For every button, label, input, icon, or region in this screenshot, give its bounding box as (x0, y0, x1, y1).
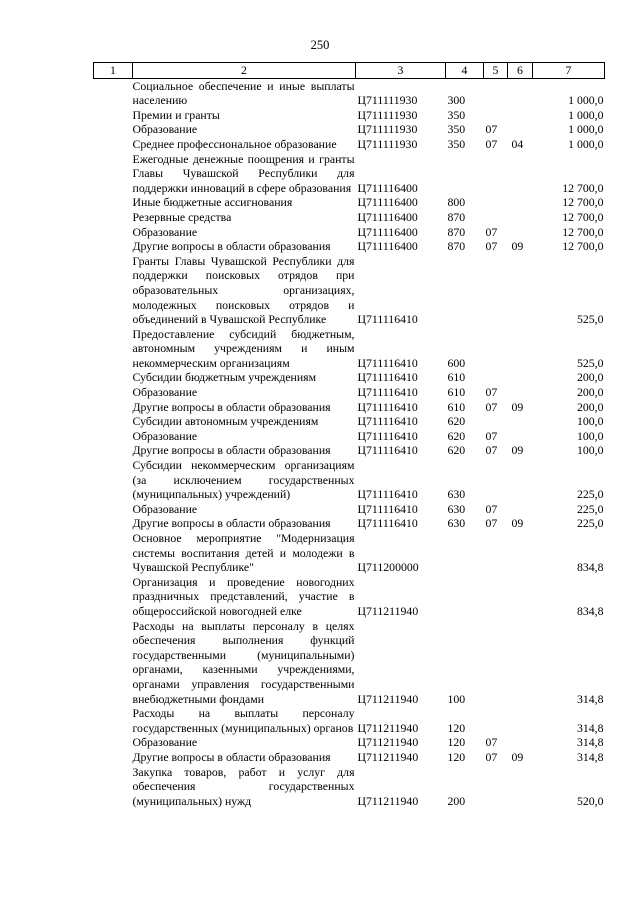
section-cell (484, 575, 508, 619)
expense-type-cell: 630 (447, 516, 466, 531)
subsection-cell (508, 531, 533, 575)
row-number-cell (94, 516, 133, 531)
section-cell (484, 78, 508, 108)
subsection-cell (508, 195, 533, 210)
table-row (94, 195, 605, 210)
table-row (94, 765, 605, 809)
subsection-cell: 09 (511, 443, 524, 458)
row-number-cell (94, 195, 133, 210)
table-body (94, 78, 605, 808)
subsection-cell (508, 152, 533, 196)
row-number-cell (94, 385, 133, 400)
amount-cell: 314,8 (576, 735, 604, 750)
expense-type-cell: 350 (447, 122, 466, 137)
subsection-cell (508, 458, 533, 502)
expense-type-cell: 800 (447, 195, 466, 210)
amount-cell: 12 700,0 (562, 180, 604, 195)
row-number-cell (94, 225, 133, 240)
expense-type-cell: 120 (447, 720, 466, 735)
expenditure-name-cell: Резервные средства (132, 209, 232, 224)
expenditure-name-cell: Другие вопросы в области образования (132, 516, 331, 531)
amount-cell: 225,0 (576, 487, 604, 502)
target-code-cell: Ц711116400 (357, 180, 418, 195)
target-code-cell: Ц711116410 (357, 399, 418, 414)
target-code-cell: Ц711116410 (357, 370, 418, 385)
expense-type-cell: 870 (447, 239, 466, 254)
row-number-cell (94, 137, 133, 152)
amount-cell: 12 700,0 (562, 224, 604, 239)
section-cell (484, 531, 508, 575)
section-cell: 07 (485, 501, 498, 516)
subsection-cell (508, 385, 533, 400)
row-number-cell (94, 531, 133, 575)
row-number-cell (94, 108, 133, 123)
expenditure-name-cell: Основное мероприятие "Модернизация системы воспитания детей и молодежи в Чувашской Республике" (132, 531, 355, 575)
expense-type-cell: 300 (447, 93, 466, 108)
table-row (94, 370, 605, 385)
table-row (94, 414, 605, 429)
expense-type-cell: 610 (447, 370, 466, 385)
expense-type-cell: 600 (447, 355, 466, 370)
section-cell: 07 (485, 224, 498, 239)
table-row (94, 458, 605, 502)
table-row (94, 137, 605, 152)
expenditure-name-cell: Образование (132, 122, 198, 137)
table-row (94, 429, 605, 444)
subsection-cell: 09 (511, 749, 524, 764)
row-number-cell (94, 735, 133, 750)
expense-type-cell (446, 531, 484, 575)
amount-cell: 100,0 (576, 428, 604, 443)
expenditure-name-cell: Предоставление субсидий бюджетным, автономным учреждениям и иным некоммерческим организациям (132, 326, 355, 370)
subsection-cell (508, 502, 533, 517)
subsection-cell (508, 78, 533, 108)
amount-cell: 834,8 (576, 603, 604, 618)
subsection-cell: 04 (511, 136, 524, 151)
subsection-cell (508, 706, 533, 735)
amount-cell: 200,0 (576, 399, 604, 414)
expenditure-name-cell: Образование (132, 735, 198, 750)
row-number-cell (94, 122, 133, 137)
section-cell: 07 (485, 399, 498, 414)
expenditure-name-cell: Субсидии бюджетным учреждениям (132, 370, 317, 385)
table-row (94, 225, 605, 240)
table-row (94, 502, 605, 517)
target-code-cell: Ц711116410 (357, 487, 418, 502)
subsection-cell (508, 765, 533, 809)
expense-type-cell (446, 575, 484, 619)
amount-cell: 314,8 (576, 720, 604, 735)
row-number-cell (94, 210, 133, 225)
amount-cell: 525,0 (576, 355, 604, 370)
section-cell (484, 370, 508, 385)
page-number: 250 (310, 38, 330, 52)
target-code-cell: Ц711211940 (357, 603, 419, 618)
amount-cell: 520,0 (576, 793, 604, 808)
table-row (94, 152, 605, 196)
row-number-cell (94, 429, 133, 444)
column-header-6: 6 (508, 63, 533, 79)
target-code-cell: Ц711211940 (357, 720, 419, 735)
expense-type-cell: 620 (447, 443, 466, 458)
amount-cell: 525,0 (576, 312, 604, 327)
section-cell (484, 327, 508, 371)
target-code-cell: Ц711116410 (357, 355, 418, 370)
row-number-cell (94, 414, 133, 429)
section-cell (484, 414, 508, 429)
target-code-cell: Ц711116410 (357, 428, 418, 443)
amount-cell: 100,0 (576, 443, 604, 458)
target-code-cell: Ц711116400 (357, 209, 418, 224)
row-number-cell (94, 254, 133, 327)
expenditure-name-cell: Среднее профессиональное образование (132, 136, 337, 151)
expense-type-cell: 200 (447, 793, 466, 808)
expenditure-name-cell: Другие вопросы в области образования (132, 239, 331, 254)
target-code-cell: Ц711116410 (357, 516, 418, 531)
expense-type-cell (446, 152, 484, 196)
column-header-1: 1 (94, 63, 133, 79)
expense-type-cell (446, 254, 484, 327)
section-cell: 07 (485, 749, 498, 764)
subsection-cell: 09 (511, 516, 524, 531)
table-row (94, 706, 605, 735)
subsection-cell (508, 414, 533, 429)
expenditure-name-cell: Организация и проведение новогодних праздничных представлений, участие в общероссийской новогодней елке (132, 574, 355, 618)
expense-type-cell: 100 (447, 691, 466, 706)
subsection-cell (508, 225, 533, 240)
row-number-cell (94, 750, 133, 765)
table-row (94, 750, 605, 765)
subsection-cell (508, 122, 533, 137)
expenditure-name-cell: Ежегодные денежные поощрения и гранты Главы Чувашской Республики для поддержки инноваций в сфере образования (132, 151, 355, 195)
column-header-7: 7 (533, 63, 605, 79)
amount-cell: 12 700,0 (562, 239, 604, 254)
row-number-cell (94, 370, 133, 385)
target-code-cell: Ц711211940 (357, 793, 419, 808)
target-code-cell: Ц711116400 (357, 239, 418, 254)
column-header-5: 5 (484, 63, 508, 79)
row-number-cell (94, 239, 133, 254)
subsection-cell (508, 108, 533, 123)
table-row (94, 619, 605, 707)
target-code-cell: Ц711116400 (357, 195, 418, 210)
table-row (94, 327, 605, 371)
target-code-cell: Ц711116410 (357, 443, 418, 458)
section-cell (484, 706, 508, 735)
table-row (94, 400, 605, 415)
expense-type-cell: 610 (447, 399, 466, 414)
expense-type-cell: 620 (447, 428, 466, 443)
table-row (94, 385, 605, 400)
amount-cell: 314,8 (576, 691, 604, 706)
subsection-cell (508, 735, 533, 750)
expenditure-name-cell: Гранты Главы Чувашской Республики для поддержки поисковых отрядов при образовательных организациях, молодежных поисковых отрядов и объединений в Чувашской Республике (132, 253, 355, 327)
target-code-cell: Ц711116410 (357, 414, 418, 429)
expense-type-cell: 350 (447, 107, 466, 122)
subsection-cell (508, 619, 533, 707)
amount-cell: 225,0 (576, 516, 604, 531)
row-number-cell (94, 327, 133, 371)
expenditure-name-cell: Другие вопросы в области образования (132, 443, 331, 458)
target-code-cell: Ц711111930 (357, 122, 418, 137)
expenditure-name-cell: Субсидии некоммерческим организациям (за исключением государственных (муниципальных) учреждений) (132, 458, 355, 502)
target-code-cell: Ц711116410 (357, 385, 418, 400)
expenditure-name-cell: Закупка товаров, работ и услуг для обеспечения государственных (муниципальных) нужд (132, 764, 355, 808)
table-row (94, 122, 605, 137)
amount-cell: 100,0 (576, 414, 604, 429)
table-row (94, 443, 605, 458)
table-row (94, 516, 605, 531)
expense-type-cell: 870 (447, 209, 466, 224)
expense-type-cell: 870 (447, 224, 466, 239)
column-header-3: 3 (356, 63, 446, 79)
row-number-cell (94, 400, 133, 415)
section-cell: 07 (485, 239, 498, 254)
table-row (94, 254, 605, 327)
expenditure-name-cell: Расходы на выплаты персоналу в целях обеспечения выполнения функций государственными (муниципальными) органами, казенными учреждениями, органами управления государственными внебюджетными фондами (132, 618, 355, 706)
subsection-cell (508, 254, 533, 327)
subsection-cell (508, 327, 533, 371)
target-code-cell: Ц711116410 (357, 501, 418, 516)
expenditure-name-cell: Образование (132, 224, 198, 239)
expense-type-cell: 630 (447, 487, 466, 502)
expense-type-cell: 120 (447, 735, 466, 750)
section-cell (484, 458, 508, 502)
row-number-cell (94, 706, 133, 735)
expense-type-cell: 610 (447, 385, 466, 400)
amount-cell: 834,8 (576, 560, 604, 575)
amount-cell: 12 700,0 (562, 209, 604, 224)
section-cell (484, 195, 508, 210)
target-code-cell: Ц711211940 (357, 749, 419, 764)
table-row (94, 575, 605, 619)
amount-cell: 1 000,0 (568, 107, 604, 122)
column-header-2: 2 (133, 63, 356, 79)
expense-type-cell: 630 (447, 501, 466, 516)
target-code-cell: Ц711116400 (357, 224, 418, 239)
target-code-cell: Ц711111930 (357, 136, 418, 151)
expenditure-name-cell: Другие вопросы в области образования (132, 749, 331, 764)
subsection-cell (508, 370, 533, 385)
target-code-cell: Ц711211940 (357, 691, 419, 706)
expenditure-name-cell: Образование (132, 385, 198, 400)
row-number-cell (94, 619, 133, 707)
expenditure-name-cell: Премии и гранты (132, 107, 220, 122)
expenditure-name-cell: Образование (132, 501, 198, 516)
target-code-cell: Ц711111930 (357, 93, 418, 108)
amount-cell: 1 000,0 (568, 93, 604, 108)
section-cell: 07 (485, 385, 498, 400)
column-header-4: 4 (446, 63, 484, 79)
expense-type-cell: 620 (447, 414, 466, 429)
target-code-cell: Ц711111930 (357, 107, 418, 122)
subsection-cell (508, 210, 533, 225)
section-cell: 07 (485, 735, 498, 750)
expenditure-name-cell: Иные бюджетные ассигнования (132, 195, 293, 210)
amount-cell: 225,0 (576, 501, 604, 516)
section-cell: 07 (485, 136, 498, 151)
expenditure-name-cell: Расходы на выплаты персоналу государственных (муниципальных) органов (132, 706, 355, 735)
section-cell (484, 619, 508, 707)
expenditure-name-cell: Социальное обеспечение и иные выплаты населению (132, 78, 355, 108)
amount-cell: 12 700,0 (562, 195, 604, 210)
section-cell: 07 (485, 443, 498, 458)
budget-table (93, 62, 605, 808)
expenditure-name-cell: Другие вопросы в области образования (132, 399, 331, 414)
section-cell (484, 765, 508, 809)
subsection-cell (508, 575, 533, 619)
row-number-cell (94, 78, 133, 108)
header-row (94, 63, 605, 79)
section-cell (484, 254, 508, 327)
table-row (94, 239, 605, 254)
target-code-cell: Ц711200000 (357, 560, 419, 575)
row-number-cell (94, 152, 133, 196)
target-code-cell: Ц711116410 (357, 312, 418, 327)
amount-cell: 1 000,0 (568, 122, 604, 137)
row-number-cell (94, 458, 133, 502)
section-cell: 07 (485, 428, 498, 443)
section-cell (484, 108, 508, 123)
row-number-cell (94, 502, 133, 517)
amount-cell: 200,0 (576, 385, 604, 400)
table-row (94, 735, 605, 750)
row-number-cell (94, 443, 133, 458)
table-row (94, 78, 605, 108)
section-cell (484, 152, 508, 196)
expense-type-cell: 120 (447, 749, 466, 764)
expenditure-name-cell: Субсидии автономным учреждениям (132, 414, 319, 429)
amount-cell: 314,8 (576, 749, 604, 764)
table-row (94, 108, 605, 123)
section-cell (484, 210, 508, 225)
section-cell: 07 (485, 516, 498, 531)
amount-cell: 1 000,0 (568, 136, 604, 151)
section-cell: 07 (485, 122, 498, 137)
expense-type-cell: 350 (447, 136, 466, 151)
expenditure-name-cell: Образование (132, 428, 198, 443)
subsection-cell (508, 429, 533, 444)
subsection-cell: 09 (511, 239, 524, 254)
subsection-cell: 09 (511, 399, 524, 414)
table-row (94, 531, 605, 575)
row-number-cell (94, 765, 133, 809)
table-header (94, 63, 605, 79)
row-number-cell (94, 575, 133, 619)
table-row (94, 210, 605, 225)
amount-cell: 200,0 (576, 370, 604, 385)
target-code-cell: Ц711211940 (357, 735, 419, 750)
